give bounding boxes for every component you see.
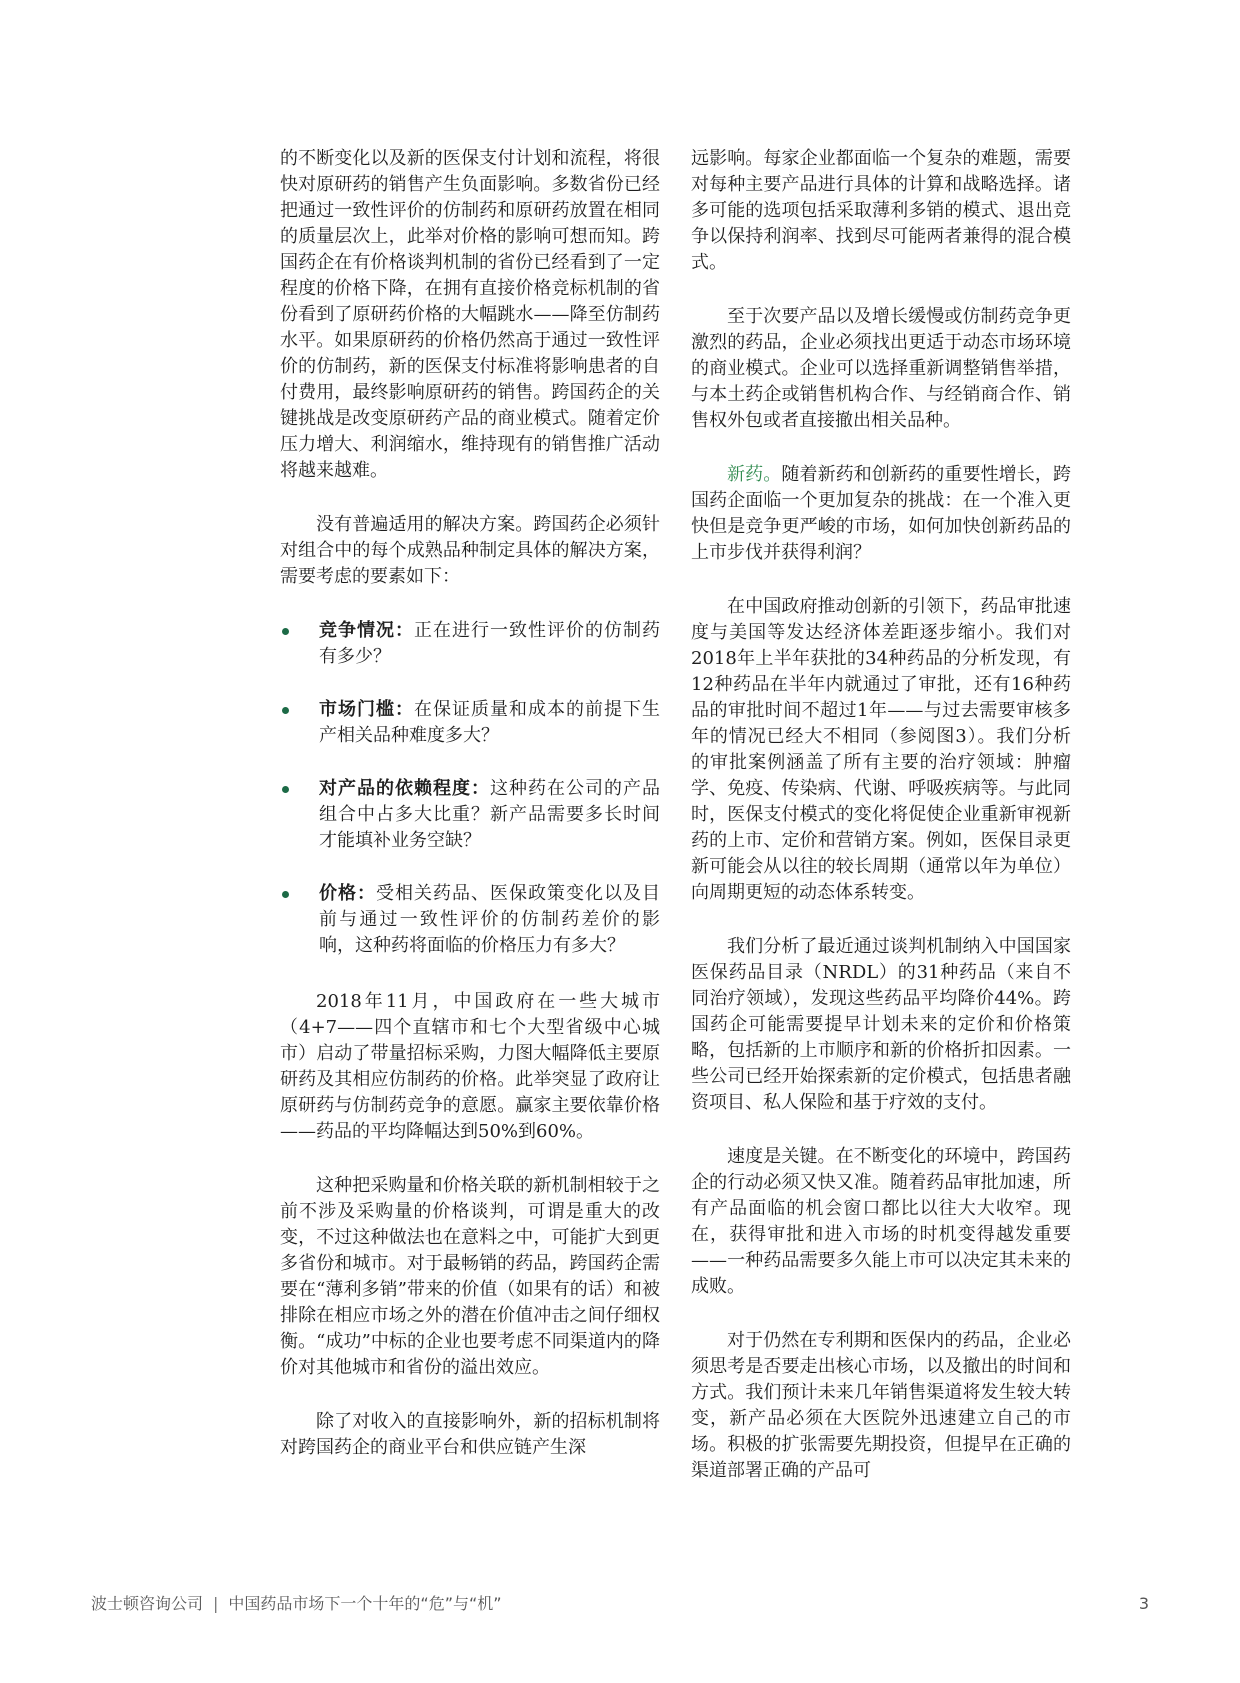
right-paragraph-4: 在中国政府推动创新的引领下，药品审批速度与美国等发达经济体差距逐步缩小。我们对2018年上半年获批的34种药品的分析发现，有12种药品在半年内就通过了审批，还有16种药品的审批时间不超过1年——与过去需要审核多年的情况已经大不相同（参阅图3）。我们分析的审批案例涵盖了所有主要的治疗领域：肿瘤学、免疫、传染病、代谢、呼吸疾病等。与此同时，医保支付模式的变化将促使企业重新审视新药的上市、定价和营销方案。例如，医保目录更新可能会从以往的较长周期（通常以年为单位）向周期更短的动态体系转变。 [691,596,1071,903]
right-column [691,146,1071,1512]
list-item-term: 价格： [319,883,376,904]
list-item-text: 在保证质量和成本的前提下生产相关品种难度多大？ [319,699,660,746]
list-item [280,776,660,854]
left-paragraph-5: 除了对收入的直接影响外，新的招标机制将对跨国药企的商业平台和供应链产生深 [280,1411,660,1458]
bullet-icon [282,707,289,714]
page-footer [91,1594,1149,1614]
list-item [280,697,660,749]
right-paragraph-1: 远影响。每家企业都面临一个复杂的难题，需要对每种主要产品进行具体的计算和战略选择。诸多可能的选项包括采取薄利多销的模式、退出竞争以保持利润率、找到尽可能两者兼得的混合模式。 [691,148,1071,273]
list-item-text: 正在进行一致性评价的仿制药有多少？ [319,620,660,667]
list-item-term: 对产品的依赖程度： [319,778,490,799]
section-lead-text: 随着新药和创新药的重要性增长，跨国药企面临一个更加复杂的挑战：在一个准入更快但是竞争更严峻的市场，如何加快创新药品的上市步伐并获得利润？ [691,464,1072,563]
list-item [280,881,660,959]
list-item-term: 竞争情况： [319,620,414,641]
list-item-term: 市场门槛： [319,699,414,720]
bullet-icon [282,786,289,793]
footer-title: 中国药品市场下一个十年的“危”与“机” [228,1594,502,1613]
page-number: 3 [1138,1594,1149,1613]
footer-separator: | [213,1594,219,1613]
left-column [280,146,660,1489]
section-lead-new-drugs: 新药。 [727,464,782,485]
left-paragraph-2: 没有普遍适用的解决方案。跨国药企必须针对组合中的每个成熟品种制定具体的解决方案，需要考虑的要素如下： [280,514,660,587]
list-item [280,618,660,670]
right-paragraph-5: 我们分析了最近通过谈判机制纳入中国国家医保药品目录（NRDL）的31种药品（来自不同治疗领域），发现这些药品平均降价44%。跨国药企可能需要提早计划未来的定价和价格策略，包括新的上市顺序和新的价格折扣因素。一些公司已经开始探索新的定价模式，包括患者融资项目、私人保险和基于疗效的支付。 [691,936,1071,1113]
list-item-text: 这种药在公司的产品组合中占多大比重？新产品需要多长时间才能填补业务空缺？ [319,778,660,851]
right-paragraph-6: 速度是关键。在不断变化的环境中，跨国药企的行动必须又快又准。随着药品审批加速，所有产品面临的机会窗口都比以往大大收窄。现在，获得审批和进入市场的时机变得越发重要——一种药品需要多久能上市可以决定其未来的成败。 [691,1146,1071,1297]
left-paragraph-4: 这种把采购量和价格关联的新机制相较于之前不涉及采购量的价格谈判，可谓是重大的改变，不过这种做法也在意料之中，可能扩大到更多省份和城市。对于最畅销的药品，跨国药企需要在“薄利多销”带来的价值（如果有的话）和被排除在相应市场之外的潜在价值冲击之间仔细权衡。“成功”中标的企业也要考虑不同渠道内的降价对其他城市和省份的溢出效应。 [280,1175,660,1378]
list-item-text: 受相关药品、医保政策变化以及目前与通过一致性评价的仿制药差价的影响，这种药将面临的价格压力有多大？ [319,883,660,956]
right-paragraph-3 [691,462,1071,566]
left-paragraph-1: 的不断变化以及新的医保支付计划和流程，将很快对原研药的销售产生负面影响。多数省份已经把通过一致性评价的仿制药和原研药放置在相同的质量层次上，此举对价格的影响可想而知。跨国药企在有价格谈判机制的省份已经看到了一定程度的价格下降，在拥有直接价格竞标机制的省份看到了原研药价格的大幅跳水——降至仿制药水平。如果原研药的价格仍然高于通过一致性评价的仿制药，新的医保支付标准将影响患者的自付费用，最终影响原研药的销售。跨国药企的关键挑战是改变原研药产品的商业模式。随着定价压力增大、利润缩水，维持现有的销售推广活动将越来越难。 [280,148,660,481]
footer-company: 波士顿咨询公司 [91,1594,204,1613]
bullet-icon [282,628,289,635]
bullet-icon [282,891,289,898]
factor-list [280,618,660,959]
right-paragraph-7: 对于仍然在专利期和医保内的药品，企业必须思考是否要走出核心市场，以及撤出的时间和方式。我们预计未来几年销售渠道将发生较大转变，新产品必须在大医院外迅速建立自己的市场。积极的扩张需要先期投资，但提早在正确的渠道部署正确的产品可 [691,1330,1071,1481]
right-paragraph-2: 至于次要产品以及增长缓慢或仿制药竞争更激烈的药品，企业必须找出更适于动态市场环境的商业模式。企业可以选择重新调整销售举措，与本土药企或销售机构合作、与经销商合作、销售权外包或者直接撤出相关品种。 [691,306,1071,431]
left-paragraph-3: 2018年11月，中国政府在一些大城市（4+7——四个直辖市和七个大型省级中心城市）启动了带量招标采购，力图大幅降低主要原研药及其相应仿制药的价格。此举突显了政府让原研药与仿制药竞争的意愿。赢家主要依靠价格——药品的平均降幅达到50%到60%。 [280,991,660,1142]
